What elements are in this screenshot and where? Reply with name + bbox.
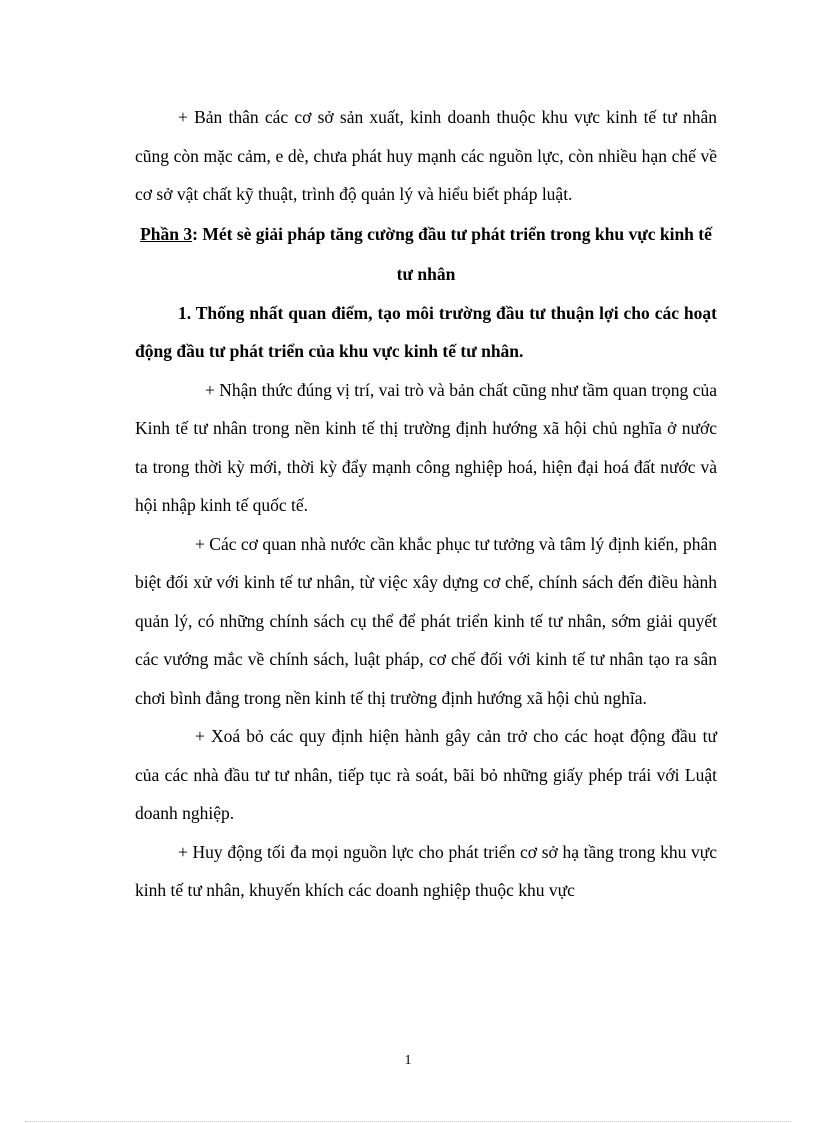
page-number: 1 [404, 1053, 412, 1068]
paragraph-remove-regulations: + Xoá bỏ các quy định hiện hành gây cản trở cho các hoạt động đầu tư của các nhà đầu tư tư nhân, tiếp tục rà soát, bãi bỏ những giấy phép trái với Luật doanh nghiệp. [135, 726, 717, 823]
paragraph-mobilize-resources: + Huy động tối đa mọi nguồn lực cho phát triển cơ sở hạ tầng trong khu vực kinh tế tư nhân, khuyến khích các doanh nghiệp thuộc khu vực [135, 841, 717, 900]
page-bottom-divider [25, 1121, 791, 1122]
page-body [135, 98, 717, 910]
section-label: Phần 3 [140, 223, 193, 244]
section-title-text: : Mét sè giải pháp tăng cường đầu tư phát triển trong khu vực kinh tế tư nhân [192, 223, 712, 284]
section-heading [135, 214, 717, 294]
paragraph-awareness: + Nhận thức đúng vị trí, vai trò và bản chất cũng như tầm quan trọng của Kinh tế tư nhân trong nền kinh tế thị trường định hướng xã hội chủ nghĩa ở nước ta trong thời kỳ mới, thời kỳ đẩy mạnh công nghiệp hoá, hiện đại hoá đất nước và hội nhập kinh tế quốc tế. [135, 379, 717, 515]
paragraph-state-agencies: + Các cơ quan nhà nước cần khắc phục tư tưởng và tâm lý định kiến, phân biệt đối xử với kinh tế tư nhân, từ việc xây dựng cơ chế, chính sách đến điều hành quản lý, có những chính sách cụ thể để phát triển kinh tế tư nhân, sớm giải quyết các vướng mắc về chính sách, luật pháp, cơ chế đối với kinh tế tư nhân tạo ra sân chơi bình đẳng trong nền kinh tế thị trường định hướng xã hội chủ nghĩa. [135, 533, 717, 708]
subsection-heading: 1. Thống nhất quan điểm, tạo môi trường đầu tư thuận lợi cho các hoạt động đầu tư phát triển của khu vực kinh tế tư nhân. [135, 302, 717, 361]
paragraph-private-enterprises-limitations: + Bản thân các cơ sở sản xuất, kinh doanh thuộc khu vực kinh tế tư nhân cũng còn mặc cảm, e dè, chưa phát huy mạnh các nguồn lực, còn nhiều hạn chế về cơ sở vật chất kỹ thuật, trình độ quản lý và hiểu biết pháp luật. [135, 107, 717, 204]
